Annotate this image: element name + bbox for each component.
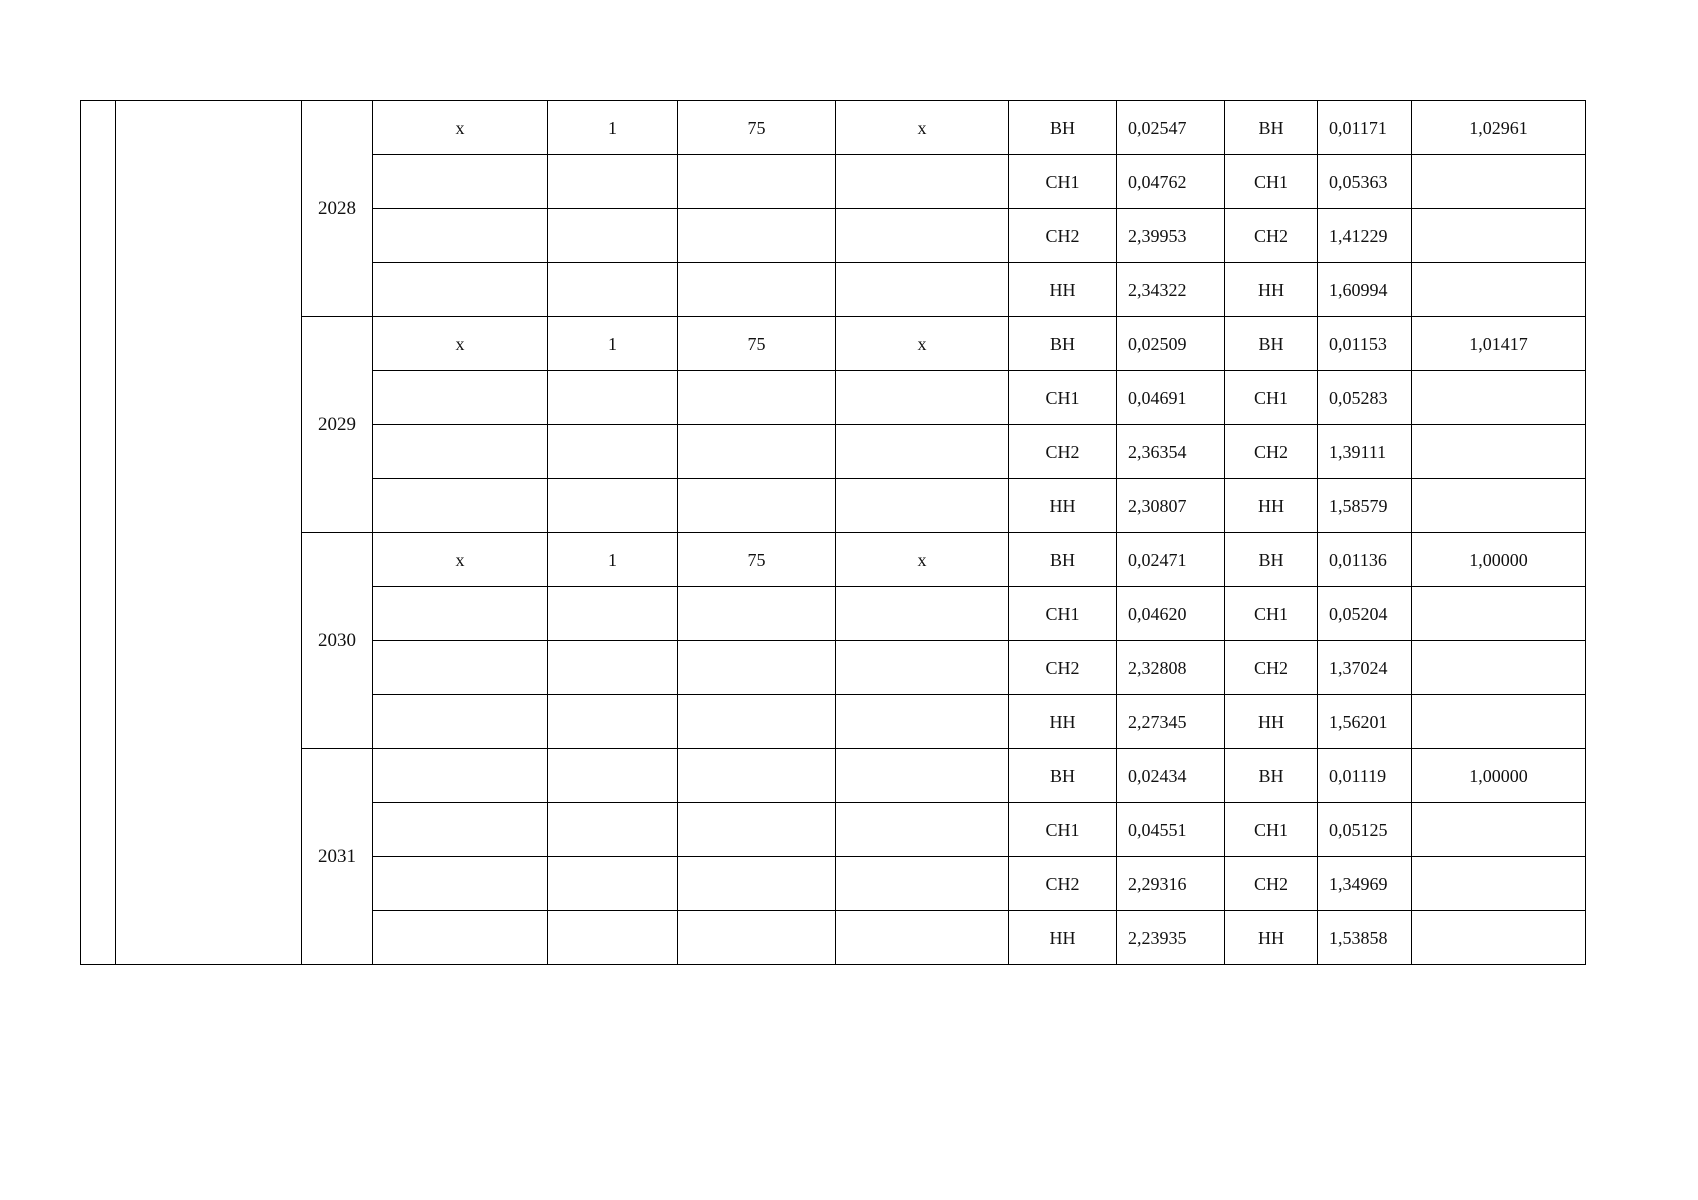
table-row	[81, 749, 1586, 803]
param-cell-2	[548, 641, 678, 695]
rate-value-cell: 2,34322	[1117, 263, 1225, 317]
param-cell-2: 1	[548, 101, 678, 155]
coefficient-cell	[1412, 425, 1586, 479]
param-cell-1	[373, 155, 548, 209]
rate-value-cell: 0,02509	[1117, 317, 1225, 371]
param-cell-3: 75	[678, 533, 836, 587]
rate-value-cell: 0,01136	[1318, 533, 1412, 587]
param-cell-2	[548, 425, 678, 479]
param-cell-1	[373, 371, 548, 425]
rate-value-cell: 2,27345	[1117, 695, 1225, 749]
param-cell-3	[678, 209, 836, 263]
param-cell-2	[548, 155, 678, 209]
voltage-level-cell: СН1	[1225, 803, 1318, 857]
voltage-level-cell: НН	[1009, 263, 1117, 317]
param-cell-2	[548, 803, 678, 857]
param-cell-1	[373, 857, 548, 911]
rate-value-cell: 1,58579	[1318, 479, 1412, 533]
tariff-table	[80, 100, 1586, 965]
param-cell-1	[373, 749, 548, 803]
voltage-level-cell: СН1	[1225, 155, 1318, 209]
voltage-level-cell: СН1	[1009, 155, 1117, 209]
param-cell-3	[678, 857, 836, 911]
rate-value-cell: 2,36354	[1117, 425, 1225, 479]
param-cell-4	[836, 155, 1009, 209]
voltage-level-cell: СН1	[1009, 803, 1117, 857]
voltage-level-cell: СН2	[1225, 641, 1318, 695]
rate-value-cell: 0,04691	[1117, 371, 1225, 425]
voltage-level-cell: НН	[1225, 263, 1318, 317]
voltage-level-cell: СН2	[1009, 857, 1117, 911]
param-cell-2	[548, 695, 678, 749]
coefficient-cell: 1,00000	[1412, 749, 1586, 803]
param-cell-1	[373, 641, 548, 695]
rate-value-cell: 0,04551	[1117, 803, 1225, 857]
param-cell-4: x	[836, 317, 1009, 371]
rate-value-cell: 1,53858	[1318, 911, 1412, 965]
param-cell-3: 75	[678, 317, 836, 371]
rate-value-cell: 1,60994	[1318, 263, 1412, 317]
voltage-level-cell: СН2	[1009, 209, 1117, 263]
param-cell-1: x	[373, 533, 548, 587]
rate-value-cell: 1,39111	[1318, 425, 1412, 479]
param-cell-4	[836, 263, 1009, 317]
param-cell-3	[678, 803, 836, 857]
rate-value-cell: 0,05125	[1318, 803, 1412, 857]
param-cell-2: 1	[548, 317, 678, 371]
param-cell-3	[678, 587, 836, 641]
table-row	[81, 317, 1586, 371]
table-body	[81, 101, 1586, 965]
rate-value-cell: 0,04762	[1117, 155, 1225, 209]
table-row	[81, 101, 1586, 155]
name-cell	[116, 101, 302, 965]
coefficient-cell	[1412, 641, 1586, 695]
table-row	[81, 533, 1586, 587]
param-cell-4	[836, 371, 1009, 425]
voltage-level-cell: СН1	[1009, 371, 1117, 425]
param-cell-4	[836, 803, 1009, 857]
voltage-level-cell: НН	[1009, 911, 1117, 965]
voltage-level-cell: ВН	[1225, 749, 1318, 803]
rate-value-cell: 0,05283	[1318, 371, 1412, 425]
coefficient-cell: 1,00000	[1412, 533, 1586, 587]
param-cell-4	[836, 695, 1009, 749]
rate-value-cell: 0,01119	[1318, 749, 1412, 803]
coefficient-cell: 1,02961	[1412, 101, 1586, 155]
coefficient-cell	[1412, 371, 1586, 425]
param-cell-4: x	[836, 101, 1009, 155]
param-cell-3	[678, 695, 836, 749]
param-cell-2	[548, 749, 678, 803]
param-cell-2	[548, 911, 678, 965]
voltage-level-cell: ВН	[1225, 317, 1318, 371]
param-cell-1	[373, 209, 548, 263]
year-cell: 2031	[302, 749, 373, 965]
param-cell-4	[836, 857, 1009, 911]
rate-value-cell: 0,04620	[1117, 587, 1225, 641]
voltage-level-cell: НН	[1225, 479, 1318, 533]
param-cell-1: x	[373, 101, 548, 155]
param-cell-1	[373, 479, 548, 533]
param-cell-4	[836, 641, 1009, 695]
param-cell-3	[678, 263, 836, 317]
voltage-level-cell: ВН	[1225, 533, 1318, 587]
param-cell-2	[548, 209, 678, 263]
voltage-level-cell: ВН	[1009, 101, 1117, 155]
coefficient-cell	[1412, 857, 1586, 911]
rate-value-cell: 1,34969	[1318, 857, 1412, 911]
param-cell-4	[836, 479, 1009, 533]
param-cell-1	[373, 587, 548, 641]
voltage-level-cell: СН1	[1225, 371, 1318, 425]
param-cell-2	[548, 857, 678, 911]
coefficient-cell	[1412, 209, 1586, 263]
voltage-level-cell: СН1	[1225, 587, 1318, 641]
voltage-level-cell: НН	[1225, 911, 1318, 965]
param-cell-3	[678, 641, 836, 695]
coefficient-cell	[1412, 695, 1586, 749]
voltage-level-cell: СН2	[1225, 425, 1318, 479]
voltage-level-cell: ВН	[1009, 749, 1117, 803]
coefficient-cell	[1412, 587, 1586, 641]
param-cell-3	[678, 155, 836, 209]
rate-value-cell: 0,05204	[1318, 587, 1412, 641]
param-cell-3: 75	[678, 101, 836, 155]
rate-value-cell: 1,41229	[1318, 209, 1412, 263]
param-cell-2	[548, 587, 678, 641]
voltage-level-cell: СН2	[1009, 425, 1117, 479]
voltage-level-cell: СН2	[1225, 209, 1318, 263]
coefficient-cell	[1412, 803, 1586, 857]
param-cell-2	[548, 263, 678, 317]
coefficient-cell	[1412, 911, 1586, 965]
voltage-level-cell: СН2	[1009, 641, 1117, 695]
voltage-level-cell: НН	[1225, 695, 1318, 749]
year-cell: 2030	[302, 533, 373, 749]
coefficient-cell: 1,01417	[1412, 317, 1586, 371]
coefficient-cell	[1412, 155, 1586, 209]
param-cell-2	[548, 371, 678, 425]
rate-value-cell: 1,37024	[1318, 641, 1412, 695]
param-cell-4	[836, 587, 1009, 641]
rate-value-cell: 2,39953	[1117, 209, 1225, 263]
param-cell-3	[678, 911, 836, 965]
rate-value-cell: 0,01153	[1318, 317, 1412, 371]
param-cell-4	[836, 911, 1009, 965]
voltage-level-cell: ВН	[1009, 317, 1117, 371]
rate-value-cell: 0,01171	[1318, 101, 1412, 155]
rate-value-cell: 0,02547	[1117, 101, 1225, 155]
param-cell-3	[678, 371, 836, 425]
index-cell	[81, 101, 116, 965]
param-cell-3	[678, 479, 836, 533]
param-cell-1	[373, 803, 548, 857]
param-cell-1	[373, 695, 548, 749]
param-cell-2: 1	[548, 533, 678, 587]
voltage-level-cell: НН	[1009, 479, 1117, 533]
rate-value-cell: 2,32808	[1117, 641, 1225, 695]
year-cell: 2029	[302, 317, 373, 533]
param-cell-4: x	[836, 533, 1009, 587]
rate-value-cell: 0,02471	[1117, 533, 1225, 587]
param-cell-4	[836, 209, 1009, 263]
voltage-level-cell: ВН	[1009, 533, 1117, 587]
coefficient-cell	[1412, 263, 1586, 317]
param-cell-1: x	[373, 317, 548, 371]
param-cell-4	[836, 749, 1009, 803]
voltage-level-cell: НН	[1009, 695, 1117, 749]
param-cell-1	[373, 263, 548, 317]
year-cell: 2028	[302, 101, 373, 317]
rate-value-cell: 0,02434	[1117, 749, 1225, 803]
rate-value-cell: 2,23935	[1117, 911, 1225, 965]
param-cell-3	[678, 425, 836, 479]
rate-value-cell: 2,29316	[1117, 857, 1225, 911]
coefficient-cell	[1412, 479, 1586, 533]
voltage-level-cell: ВН	[1225, 101, 1318, 155]
voltage-level-cell: СН2	[1225, 857, 1318, 911]
rate-value-cell: 1,56201	[1318, 695, 1412, 749]
param-cell-4	[836, 425, 1009, 479]
rate-value-cell: 0,05363	[1318, 155, 1412, 209]
voltage-level-cell: СН1	[1009, 587, 1117, 641]
param-cell-2	[548, 479, 678, 533]
param-cell-1	[373, 425, 548, 479]
param-cell-1	[373, 911, 548, 965]
param-cell-3	[678, 749, 836, 803]
rate-value-cell: 2,30807	[1117, 479, 1225, 533]
